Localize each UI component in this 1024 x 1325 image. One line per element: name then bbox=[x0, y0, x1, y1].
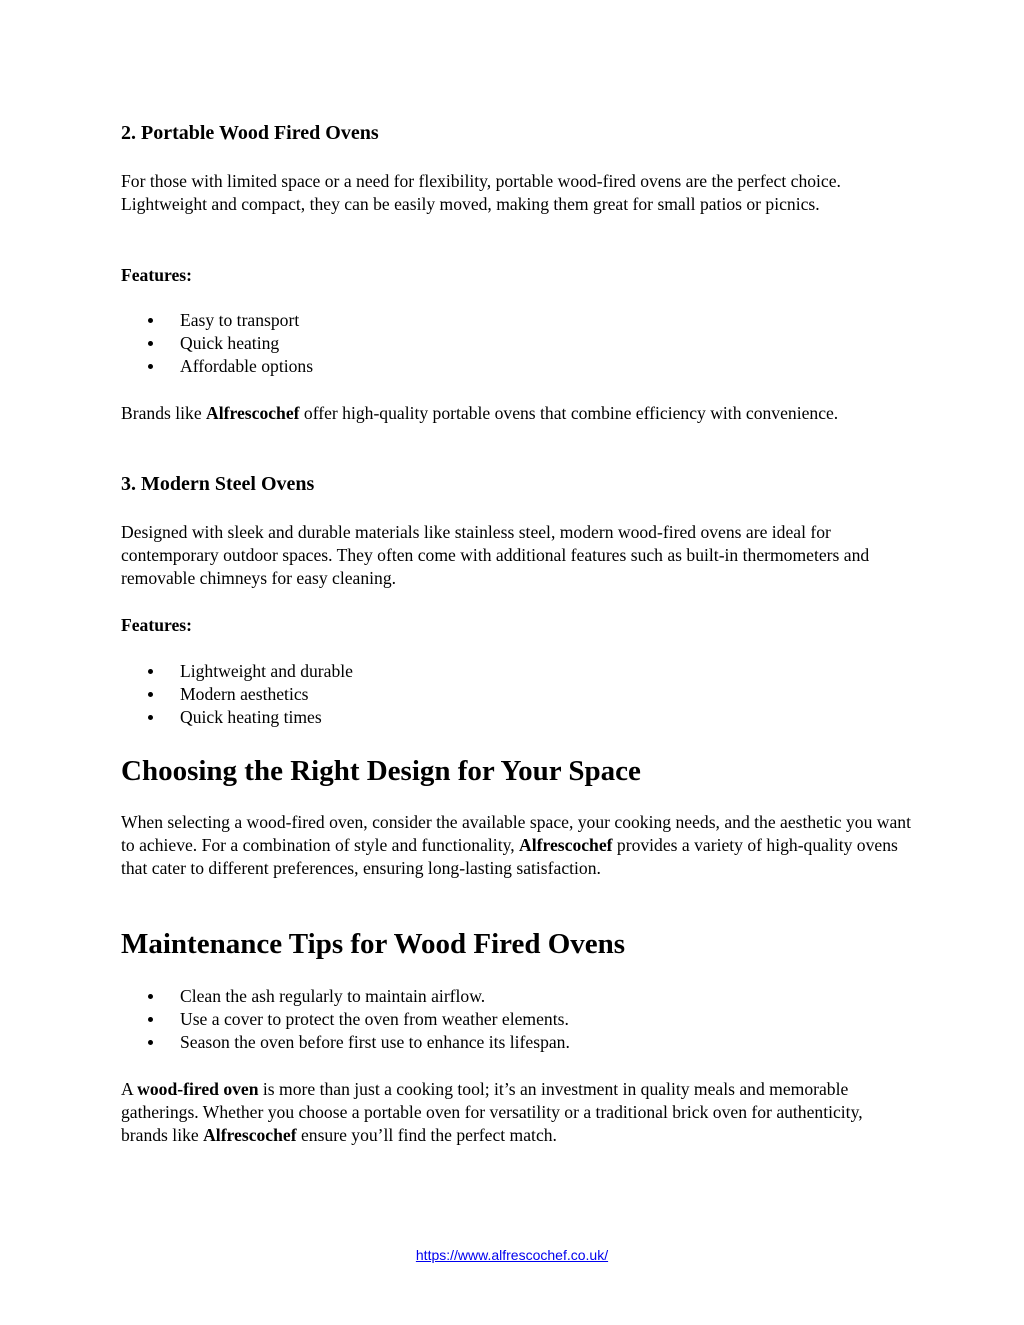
list-item-text: Quick heating times bbox=[180, 707, 322, 728]
features-list-steel bbox=[121, 660, 911, 730]
paragraph-conclusion bbox=[121, 1078, 911, 1148]
brand-name: Alfrescochef bbox=[206, 403, 300, 423]
list-item-text: Easy to transport bbox=[180, 310, 300, 330]
list-item bbox=[121, 355, 911, 378]
bullet-icon bbox=[148, 318, 153, 323]
conclusion-text-3: ensure you’ll find the perfect match. bbox=[296, 1125, 557, 1146]
paragraph-portable-brands bbox=[121, 402, 911, 425]
list-item bbox=[121, 683, 911, 706]
list-item bbox=[121, 660, 911, 683]
list-item-text: Affordable options bbox=[180, 356, 314, 377]
list-item-text: Lightweight and durable bbox=[180, 661, 353, 681]
bullet-icon bbox=[148, 692, 153, 697]
list-item bbox=[121, 332, 911, 355]
list-item bbox=[121, 309, 911, 332]
list-item bbox=[121, 1008, 911, 1031]
list-item-text: Modern aesthetics bbox=[180, 684, 309, 705]
brand-text-after: offer high-quality portable ovens that combine efficiency with convenience. bbox=[299, 403, 839, 423]
bullet-icon bbox=[148, 364, 153, 369]
list-item-text: Quick heating bbox=[180, 333, 280, 354]
design-text-before: When selecting a wood-fired oven, consider the available space, your cooking needs, and the aesthetic you want to achieve. For a combination of style and functionality, bbox=[121, 812, 911, 856]
bullet-icon bbox=[148, 669, 153, 674]
design-text-after: provides a variety of high-quality ovens that cater to different preferences, ensuring long-lasting satisfaction. bbox=[121, 835, 898, 879]
list-item bbox=[121, 985, 911, 1008]
paragraph-choosing-design bbox=[121, 811, 911, 881]
list-item bbox=[121, 1031, 911, 1054]
bullet-icon bbox=[148, 1017, 153, 1022]
brand-name: Alfrescochef bbox=[203, 1125, 297, 1146]
features-label-steel: Features: bbox=[121, 615, 193, 635]
list-item-text: Season the oven before first use to enhance its lifespan. bbox=[180, 1032, 570, 1053]
heading-steel-ovens: 3. Modern Steel Ovens bbox=[121, 473, 315, 495]
list-item-text: Use a cover to protect the oven from weather elements. bbox=[180, 1009, 569, 1030]
list-item bbox=[121, 706, 911, 729]
bullet-icon bbox=[148, 341, 153, 346]
conclusion-text-1: A bbox=[121, 1079, 138, 1099]
heading-maintenance-tips: Maintenance Tips for Wood Fired Ovens bbox=[121, 928, 626, 960]
features-list-portable bbox=[121, 309, 911, 379]
heading-choosing-design: Choosing the Right Design for Your Space bbox=[121, 755, 641, 787]
brand-name: Alfrescochef bbox=[519, 835, 613, 856]
list-item-text: Clean the ash regularly to maintain airflow. bbox=[180, 986, 486, 1006]
paragraph-portable-intro: For those with limited space or a need for flexibility, portable wood-fired ovens are the perfect choice. Lightweight and compact, they can be easily moved, making them great for small patios or picnics. bbox=[121, 171, 841, 215]
paragraph-steel-intro: Designed with sleek and durable materials like stainless steel, modern wood-fired ovens are ideal for contemporary outdoor spaces. They often come with additional features such as built-in thermometers and removable chimneys for easy cleaning. bbox=[121, 522, 870, 589]
features-label-portable: Features: bbox=[121, 265, 193, 285]
heading-portable-ovens: 2. Portable Wood Fired Ovens bbox=[121, 122, 379, 144]
conclusion-bold-1: wood-fired oven bbox=[137, 1079, 259, 1099]
bullet-icon bbox=[148, 994, 153, 999]
conclusion-text-2: is more than just a cooking tool; it’s an investment in quality meals and memorable gatherings. Whether you choose a portable oven for versatility or a traditional brick oven for authenticity, brands like bbox=[121, 1079, 863, 1146]
brand-text-before: Brands like bbox=[121, 403, 207, 423]
maintenance-tips-list bbox=[121, 985, 911, 1055]
bullet-icon bbox=[148, 1040, 153, 1045]
footer-url-link[interactable]: https://www.alfrescochef.co.uk/ bbox=[415, 1247, 609, 1263]
bullet-icon bbox=[148, 715, 153, 720]
footer bbox=[0, 1246, 1024, 1264]
